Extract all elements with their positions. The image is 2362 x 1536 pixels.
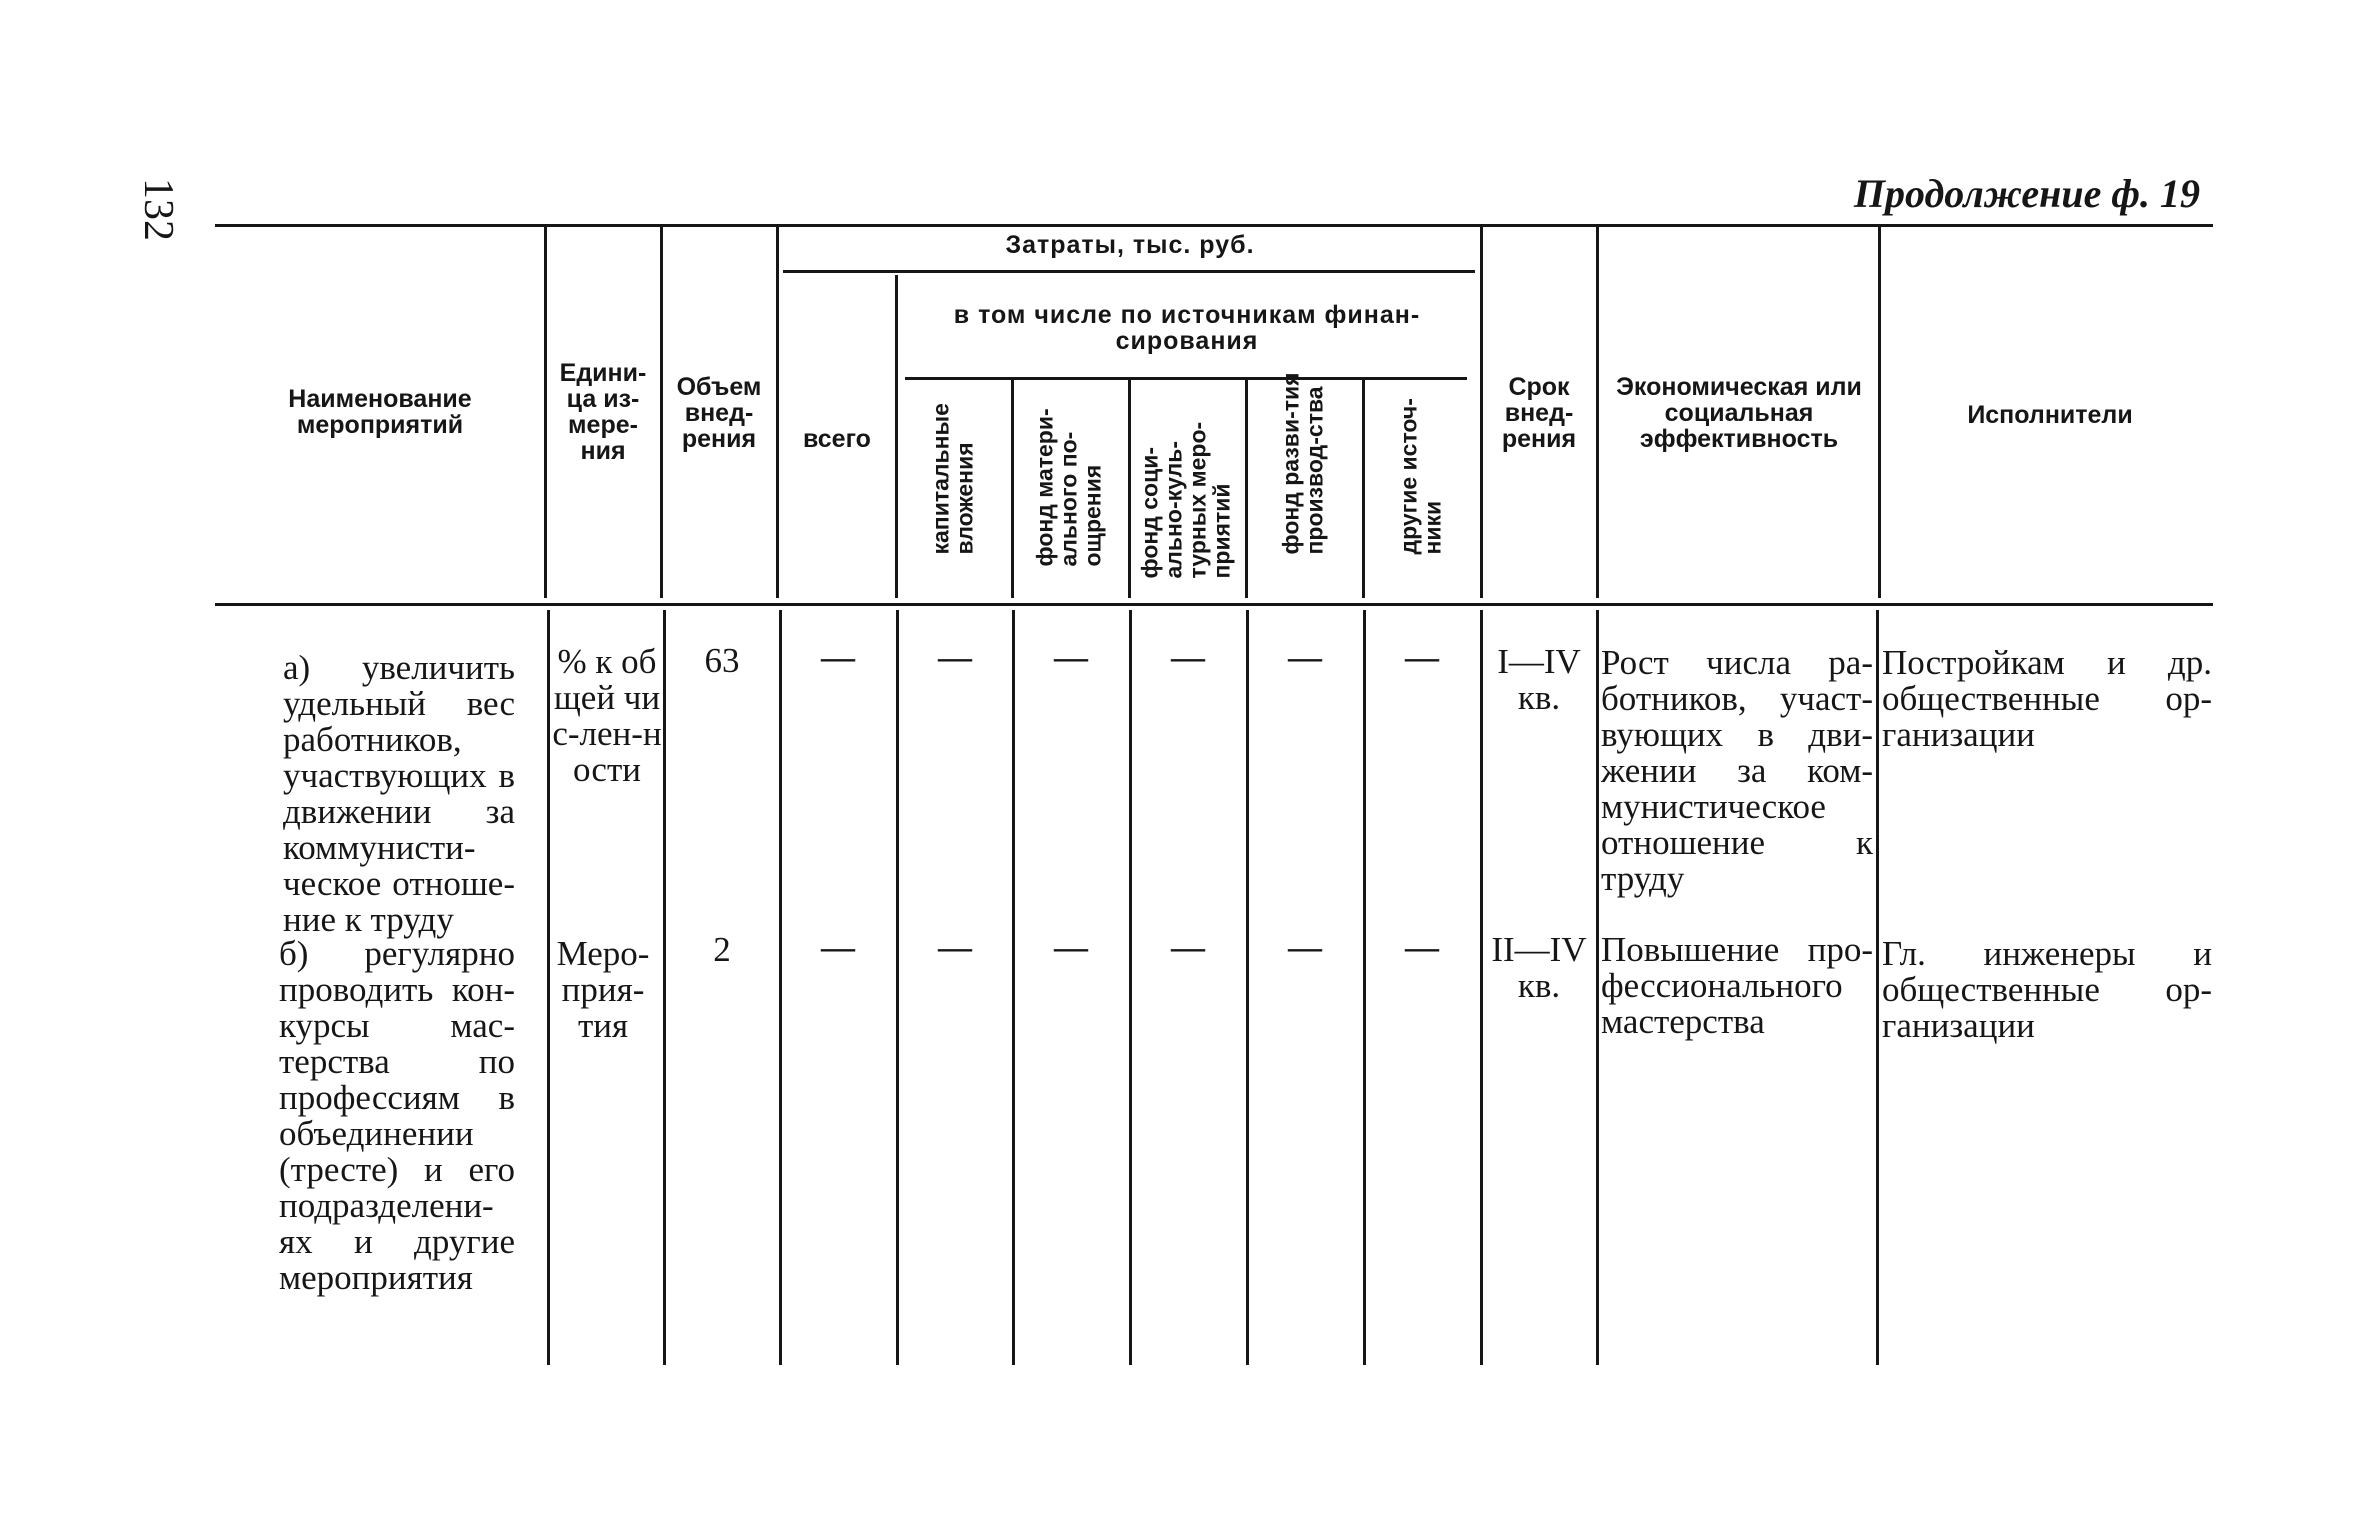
row-a-executors: Постройкам и др. общественные ор-ганизации (1882, 643, 2212, 754)
header-sources: в том числе по источникам финан-сирования (953, 301, 1421, 355)
row-a-capital: — (938, 639, 972, 676)
row-b-development: — (1288, 929, 1322, 966)
col-line (1245, 380, 1248, 598)
col-line (1246, 610, 1249, 1365)
col-line (547, 610, 550, 1365)
header-development-fund: фонд разви-тия производ-ства (1277, 372, 1328, 555)
row-a-social: — (1171, 639, 1205, 676)
col-line (544, 226, 547, 598)
col-line (776, 226, 779, 598)
row-a-other: — (1405, 639, 1439, 676)
col-line (1011, 380, 1014, 598)
costs-rule (783, 270, 1475, 273)
row-b-incentive: — (1054, 929, 1088, 966)
header-social-fund: фонд соци-ально-куль-турных меро-приятий (1136, 421, 1235, 579)
row-a-unit: % к общей чис-лен-ности (552, 642, 662, 789)
row-b-total: — (821, 929, 855, 966)
header-other-sources: другие источ-ники (1395, 398, 1446, 555)
header-effect: Экономическая или социальная эффективность (1616, 373, 1862, 453)
col-line (1596, 226, 1599, 598)
header-term: Срок внед-рения (1501, 373, 1577, 453)
col-line (1876, 610, 1879, 1365)
col-line (1596, 610, 1599, 1365)
row-b-term: II—IV кв. (1491, 930, 1587, 1005)
col-line (895, 275, 898, 598)
col-line (663, 610, 666, 1365)
header-costs: Затраты, тыс. руб. (1005, 231, 1255, 259)
row-a-development: — (1288, 639, 1322, 676)
header-volume: Объем внед-рения (676, 373, 762, 453)
row-b-social: — (1171, 929, 1205, 966)
col-line (1878, 226, 1881, 598)
row-a-name: а) увеличить удельный вес работников, участвующих в движении за коммунисти-ческое отноше-ние к труду (283, 648, 515, 939)
row-b-other: — (1405, 929, 1439, 966)
col-line (779, 610, 782, 1365)
header-bottom-rule (215, 603, 2213, 606)
row-a-incentive: — (1054, 639, 1088, 676)
row-a-term: I—IV кв. (1497, 642, 1581, 717)
col-line (1012, 610, 1015, 1365)
row-b-capital: — (938, 929, 972, 966)
row-a-volume: 63 (704, 641, 740, 680)
header-total: всего (803, 425, 871, 453)
col-line (1480, 226, 1483, 598)
col-line (1362, 380, 1365, 598)
col-line (1480, 610, 1483, 1365)
row-b-name: б) регулярно проводить кон-курсы мас-терства по профессиям в объединении (тресте) и его подразделени-ях и другие мероприятия (279, 934, 515, 1297)
row-b-effect: Повышение про-фессионального мастерства (1601, 930, 1873, 1041)
col-line (660, 226, 663, 598)
page-number: 132 (135, 178, 181, 241)
header-name: Наименование мероприятий (288, 385, 472, 439)
header-executors: Исполнители (1967, 401, 2133, 429)
row-b-executors: Гл. инженеры и общественные ор-ганизации (1882, 934, 2212, 1045)
header-incentive-fund: фонд матери-ального по-ощрения (1031, 408, 1106, 567)
col-line (1363, 610, 1366, 1365)
top-rule (215, 224, 2213, 227)
continuation-label: Продолжение ф. 19 (1853, 171, 2200, 216)
col-line (1129, 610, 1132, 1365)
row-b-volume: 2 (713, 930, 731, 969)
header-capital-investment: капитальные вложения (927, 403, 978, 555)
row-b-unit: Меро-прия-тия (556, 934, 650, 1045)
row-a-effect: Рост числа ра-ботников, участ-вующих в дви-жении за ком-мунистическое отношение к труду (1601, 643, 1873, 898)
header-unit: Едини-ца из-мере-ния (559, 359, 647, 465)
col-line (1128, 380, 1131, 598)
row-a-total: — (821, 639, 855, 676)
col-line (896, 610, 899, 1365)
